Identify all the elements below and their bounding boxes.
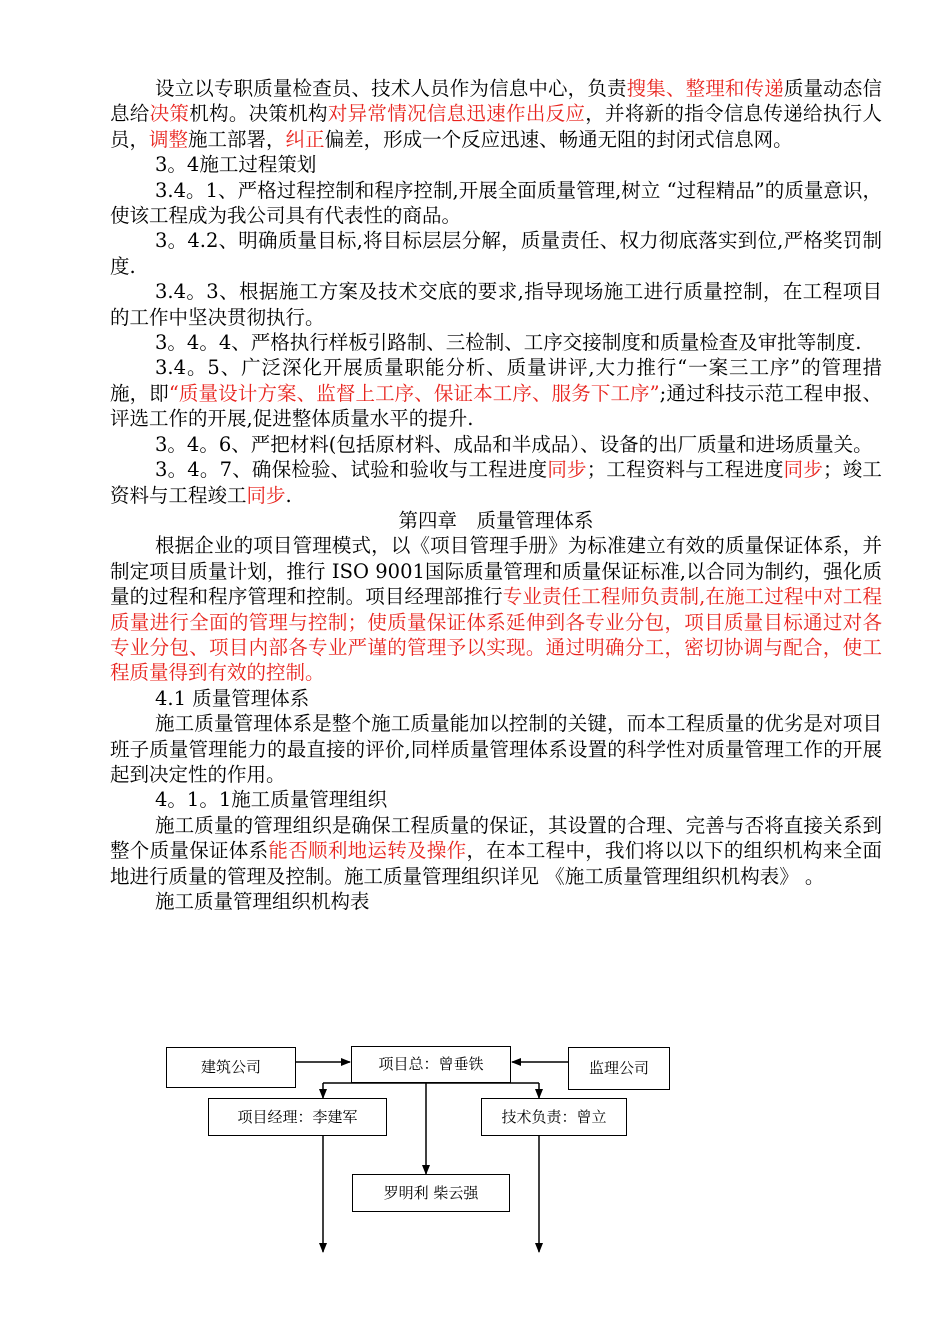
body-text: 3。4.2、明确质量目标,将目标层层分解，质量责任、权力彻底落实到位,严格奖罚制度. xyxy=(110,229,882,278)
highlighted-text: 同步 xyxy=(246,483,286,507)
body-text: 施工质量管理组织机构表 xyxy=(155,890,370,913)
highlighted-text: 对异常情况信息迅速作出反应 xyxy=(327,102,586,126)
highlighted-text: 搜集、整理和传递 xyxy=(626,77,784,100)
body-text: 施工质量的管理组织是确保工程质量的保证，其设置的合理、完善与否将直接关系到整个质量保证体系 xyxy=(110,813,882,863)
body-text: 3。4。4、严格执行样板引路制、三检制、工序交接制度和质量检查及审批等制度. xyxy=(155,331,862,355)
body-text: 3.4。3、根据施工方案及技术交底的要求,指导现场施工进行质量控制，在工程项目的工作中坚决贯彻执行。 xyxy=(110,280,882,329)
org-node-company xyxy=(166,1047,296,1088)
org-node-project-manager-label: 项目经理：李建军 xyxy=(237,1107,358,1126)
highlighted-text: 专业责任工程师负责制,在施工过程中对工程质量进行全面的管理与控制；使质量保证体系延伸到各专业分包，项目质量目标通过对各专业分包、项目内部各专业严谨的管理予以实现。通过明确分工，密切协调与配合，使工程质量得到有效的控制。 xyxy=(110,585,882,685)
body-text: 3.4。5、广泛深化开展质量职能分析、质量讲评,大力推行“一案三工序”的管理措施，即 xyxy=(110,356,882,405)
body-text: 4.1 质量管理体系 xyxy=(155,686,310,710)
body-text: 设立以专职质量检查员、技术人员作为信息中心，负责 xyxy=(155,77,627,100)
body-text: ，在本工程中，我们将以以下的组织机构来全面地进行质量的管理及控制。施工质量管理组织详见 《施工质量管理组织机构表》 。 xyxy=(110,839,882,888)
org-node-project-head-label: 项目总：曾垂铁 xyxy=(378,1055,484,1073)
org-node-staff xyxy=(352,1174,510,1212)
body-text: ;通过科技示范工程申报、评选工作的开展,促进整体质量水平的提升. xyxy=(110,381,882,431)
org-node-tech-lead xyxy=(481,1098,627,1136)
body-text: . xyxy=(285,483,292,507)
body-text: ；竣工资料与工程竣工 xyxy=(110,458,882,507)
body-text: 质量动态信息给 xyxy=(110,77,882,126)
org-node-supervisor-label: 监理公司 xyxy=(588,1059,649,1077)
body-text: 施工部署， xyxy=(188,127,286,151)
highlighted-text: 决策 xyxy=(149,102,190,126)
body-text: ，并将新的指令信息传递给执行人员， xyxy=(110,102,882,151)
highlighted-text: 同步 xyxy=(547,458,587,482)
body-text: 第四章 质量管理体系 xyxy=(398,508,594,532)
highlighted-text: 同步 xyxy=(783,458,824,482)
body-text: ；工程资料与工程进度 xyxy=(586,458,784,482)
body-text: 3。4。6、严把材料(包括原材料、成品和半成品）、设备的出厂质量和进场质量关。 xyxy=(155,432,873,456)
body-text: 偏差，形成一个反应迅速、畅通无阻的封闭式信息网。 xyxy=(324,127,793,151)
org-node-supervisor xyxy=(568,1047,670,1090)
body-text: 3。4。7、确保检验、试验和验收与工程进度 xyxy=(155,458,548,482)
body-text: 施工质量管理体系是整个施工质量能加以控制的关键，而本工程质量的优劣是对项目班子质量管理能力的最直接的评价,同样质量管理体系设置的科学性对质量管理工作的开展起到决定性的作用。 xyxy=(110,712,882,786)
body-text: 3.4。1、严格过程控制和程序控制,开展全面质量管理,树立 “过程精品”的质量意识，使该工程成为我公司具有代表性的商品。 xyxy=(110,178,882,228)
body-text: 机构。决策机构 xyxy=(189,102,328,126)
org-node-staff-label: 罗明利 柴云强 xyxy=(383,1183,479,1202)
body-text: 3。4施工过程策划 xyxy=(155,153,317,177)
body-text: 4。1。1施工质量管理组织 xyxy=(155,788,388,812)
highlighted-text: 能否顺利地运转及操作 xyxy=(268,839,467,863)
org-node-project-head xyxy=(351,1046,511,1083)
body-text: 根据企业的项目管理模式，以《项目管理手册》为标准建立有效的质量保证体系，并制定项目质量计划，推行 ISO 9001国际质量管理和质量保证标准,以合同为制约，强化质量的过程和程序管理和控制。项目经理部推行 xyxy=(110,534,882,609)
highlighted-text: “质量设计方案、监督上工序、保证本工序、服务下工序” xyxy=(168,381,660,405)
org-node-company-label: 建筑公司 xyxy=(200,1058,261,1076)
highlighted-text: 纠正 xyxy=(285,127,325,151)
highlighted-text: 调整 xyxy=(149,127,189,151)
org-node-project-manager xyxy=(208,1098,387,1136)
org-node-tech-lead-label: 技术负责：曾立 xyxy=(501,1107,607,1126)
